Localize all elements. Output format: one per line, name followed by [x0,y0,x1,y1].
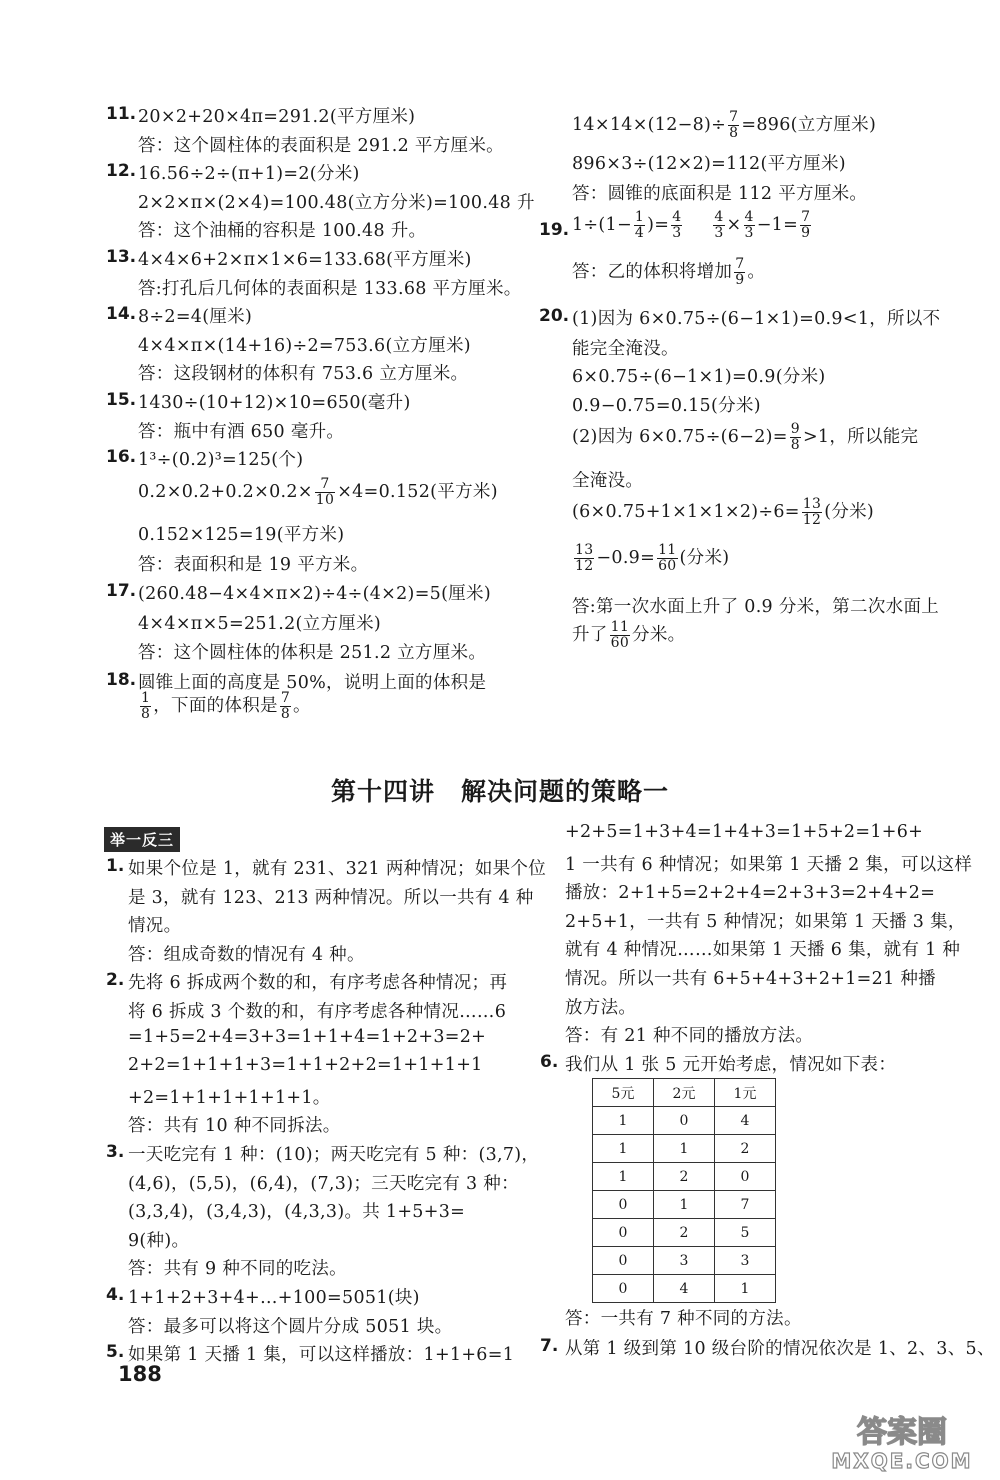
text-line: 2+5+1，一共有 5 种情况；如果第 1 天播 3 集， [565,911,966,932]
money-combination-table [592,1078,776,1303]
question-number: 3. [106,1142,125,1162]
question-number: 4. [106,1285,125,1305]
text-line: 0.152×125=19(平方米) [138,525,345,545]
text-line: 如果个位是 1，就有 231、321 两种情况；如果个位 [128,859,547,879]
text-line: 1 一共有 6 种情况；如果第 1 天播 2 集，可以这样 [565,854,973,875]
question-number: 18. [106,669,137,690]
watermark-text-top: 答案圈 [857,1415,947,1450]
answer-20-line-4: 0.9−0.75=0.15(分米) [572,396,761,416]
table-cell: 0 [593,1247,654,1275]
text-line: 我们从 1 张 5 元开始考虑，情况如下表： [565,1054,897,1075]
answer-20-line-9: 答:第一次水面上升了 0.9 分米，第二次水面上 [572,597,940,617]
table-cell: 0 [715,1163,776,1191]
table-header-cell: 1元 [715,1079,776,1107]
table-cell: 3 [654,1247,715,1275]
table-cell: 1 [593,1107,654,1135]
answer-20-line-2: 能完全淹没。 [572,339,679,359]
table-row [593,1107,776,1135]
table-header-cell: 5元 [593,1079,654,1107]
text-line: 4×4×π×5=251.2(立方厘米) [138,613,382,634]
text-line: 2×2×π×(2×4)=100.48(立方分米)=100.48 升 [138,192,535,213]
table-cell: 4 [715,1107,776,1135]
page-number: 188 [118,1362,162,1386]
question-number: 11. [106,104,137,124]
text-line: 1430÷(10+12)×10=650(毫升) [138,393,411,413]
table-row [593,1135,776,1163]
table-cell: 0 [654,1107,715,1135]
text-line: 圆锥上面的高度是 50%，说明上面的体积是 [138,672,487,693]
answer-20-line-10: 升了 $\frac{11}{60}$ 分米。 [572,619,686,651]
table-cell: 5 [715,1219,776,1247]
text-line: 答：一共有 7 种不同的方法。 [565,1309,802,1329]
text-line: 1³÷(0.2)³=125(个) [138,450,304,471]
table-cell: 7 [715,1191,776,1219]
fraction: $\frac{7}{8}$ [729,109,739,141]
text-line: 答：共有 10 种不同拆法。 [128,1116,341,1137]
table-header-cell: 2元 [654,1079,715,1107]
text-line: 先将 6 拆成两个数的和，有序考虑各种情况；再 [128,973,508,994]
answer-20-line-5: (2)因为 6×0.75÷(6−2)= $\frac{9}{8}$ >1，所以能完 [572,421,919,453]
text-line: (260.48−4×4×π×2)÷4÷(4×2)=5(厘米) [138,584,491,604]
text-line: 从第 1 级到第 10 级台阶的情况依次是 1、2、3、5、 [565,1339,995,1359]
text-line: 情况。所以一共有 6+5+4+3+2+1=21 种播 [565,969,936,989]
text-line: 如果第 1 天播 1 集，可以这样播放：1+1+6=1 [128,1345,515,1366]
table-cell: 2 [715,1135,776,1163]
answer-20-line-7: (6×0.75+1×1×1×2)÷6= $\frac{13}{12}$ (分米) [572,496,875,528]
text-line: 4×4×6+2×π×1×6=133.68(平方厘米) [138,250,472,270]
table-cell: 2 [654,1219,715,1247]
text-line: =1+5=2+4=3+3=1+1+4=1+2+3=2+ [128,1026,487,1047]
text-line: 16.56÷2÷(π+1)=2(分米) [138,164,360,185]
question-number: 12. [106,161,137,182]
text-line: 就有 4 种情况……如果第 1 天播 6 集，就有 1 种 [565,940,961,961]
text-line: 答:打孔后几何体的表面积是 133.68 平方厘米。 [138,278,522,299]
question-number: 17. [106,581,137,601]
question-number: 16. [106,447,137,468]
table-cell: 1 [593,1135,654,1163]
table-cell: 0 [593,1191,654,1219]
question-number-19: 19. [539,220,570,240]
table-row [593,1219,776,1247]
text-line: 将 6 拆成 3 个数的和，有序考虑各种情况……6 [128,1002,507,1022]
watermark-text-bottom: MXQE.COM [831,1449,973,1472]
question-number: 7. [540,1336,559,1356]
answer-20-line-6: 全淹没。 [572,471,644,491]
text-line: 答：这个油桶的容积是 100.48 升。 [138,221,427,242]
section-title: 第十四讲 解决问题的策略一 [330,777,669,806]
answer-18-conclusion: 答：圆锥的底面积是 112 平方厘米。 [572,184,868,204]
table-row [593,1247,776,1275]
answer-19-conclusion: 答：乙的体积将增加 $\frac{7}{9}$ 。 [572,256,766,288]
text-line: 4×4×π×(14+16)÷2=753.6(立方厘米) [138,335,471,356]
question-number-20: 20. [539,306,570,326]
answer-20-line-3: 6×0.75÷(6−1×1)=0.9(分米) [572,367,826,387]
text-line: 答：组成奇数的情况有 4 种。 [128,944,365,965]
text-line: +2+5=1+3+4=1+4+3=1+5+2=1+6+ [565,822,924,842]
answer-18-line-4: 896×3÷(12×2)=112(平方厘米) [572,154,846,174]
text-line: 答：有 21 种不同的播放方法。 [565,1026,814,1047]
text-line: 20×2+20×4π=291.2(平方厘米) [138,107,416,127]
text-line: 放方法。 [565,997,637,1018]
table-row [593,1275,776,1303]
question-number: 5. [106,1342,125,1363]
question-number: 6. [540,1051,559,1072]
text-line: (4,6)，(5,5)，(6,4)，(7,3)；三天吃完有 3 种： [128,1173,519,1194]
watermark-logo [822,1408,982,1472]
text-line: +2=1+1+1+1+1+1。 [128,1087,331,1108]
text-line: 情况。 [128,916,182,937]
table-header-row [593,1079,776,1107]
table-cell: 4 [654,1275,715,1303]
text-line: 8÷2=4(厘米) [138,307,253,328]
table-cell: 2 [654,1163,715,1191]
question-number: 2. [106,970,125,991]
answer-20-line-8: $\frac{13}{12}$ −0.9= $\frac{11}{60}$ (分米) [575,542,730,574]
table-row [593,1191,776,1219]
text-line: 答：瓶中有酒 650 毫升。 [138,421,345,442]
text-line: 答：这段钢材的体积有 753.6 立方厘米。 [138,364,469,385]
table-cell: 1 [654,1135,715,1163]
text-line: 答：共有 9 种不同的吃法。 [128,1259,347,1280]
table-cell: 1 [593,1163,654,1191]
text-line: (3,3,4)，(3,4,3)，(4,3,3)。共 1+5+3= [128,1202,466,1223]
table-cell: 1 [715,1275,776,1303]
answer-20-line-1: (1)因为 6×0.75÷(6−1×1)=0.9<1，所以不 [572,309,941,329]
text-line: 播放：2+1+5=2+2+4=2+3+3=2+4+2= [565,883,936,904]
question-number: 14. [106,304,137,325]
answer-16-line-2: 0.2×0.2+0.2×0.2× $\frac{7}{10}$ ×4=0.152(平方米) [138,476,498,508]
text-line: 一天吃完有 1 种：(10)；两天吃完有 5 种：(3,7)， [128,1145,540,1165]
table-cell: 0 [593,1275,654,1303]
text-line: 答：这个圆柱体的体积是 251.2 立方厘米。 [138,643,487,663]
section-badge: 举一反三 [104,827,180,852]
table-cell: 3 [715,1247,776,1275]
question-number: 13. [106,247,137,267]
table-cell: 0 [593,1219,654,1247]
question-number: 15. [106,390,137,410]
text-line: 9(种)。 [128,1230,190,1251]
answer-18-line-3 [572,110,876,141]
text-line: 答：表面积和是 19 平方米。 [138,554,369,575]
table-row [593,1163,776,1191]
answer-18-line-2: $\frac{1}{8}$ ，下面的体积是 $\frac{7}{8}$ 。 [141,690,311,722]
text-line: 1+1+2+3+4+…+100=5051(块) [128,1288,420,1308]
text-line: 2+2=1+1+1+3=1+1+2+2=1+1+1+1 [128,1055,483,1076]
text: 14×14×(12−8)÷ [572,115,727,135]
text-line: 是 3，就有 123、213 两种情况。所以一共有 4 种 [128,887,534,908]
text: =896(立方厘米) [741,115,877,135]
question-number: 1. [106,856,125,876]
text-line: 答：最多可以将这个圆片分成 5051 块。 [128,1316,453,1337]
text-line: 答：这个圆柱体的表面积是 291.2 平方厘米。 [138,135,504,156]
answer-19-line-1: 1÷(1− $\frac{1}{4}$ )= $\frac{4}{3}$ $\frac{4}{3}$ × $\frac{4}{3}$ −1= $\frac{7}{9}$ [572,209,811,241]
table-cell: 1 [654,1191,715,1219]
